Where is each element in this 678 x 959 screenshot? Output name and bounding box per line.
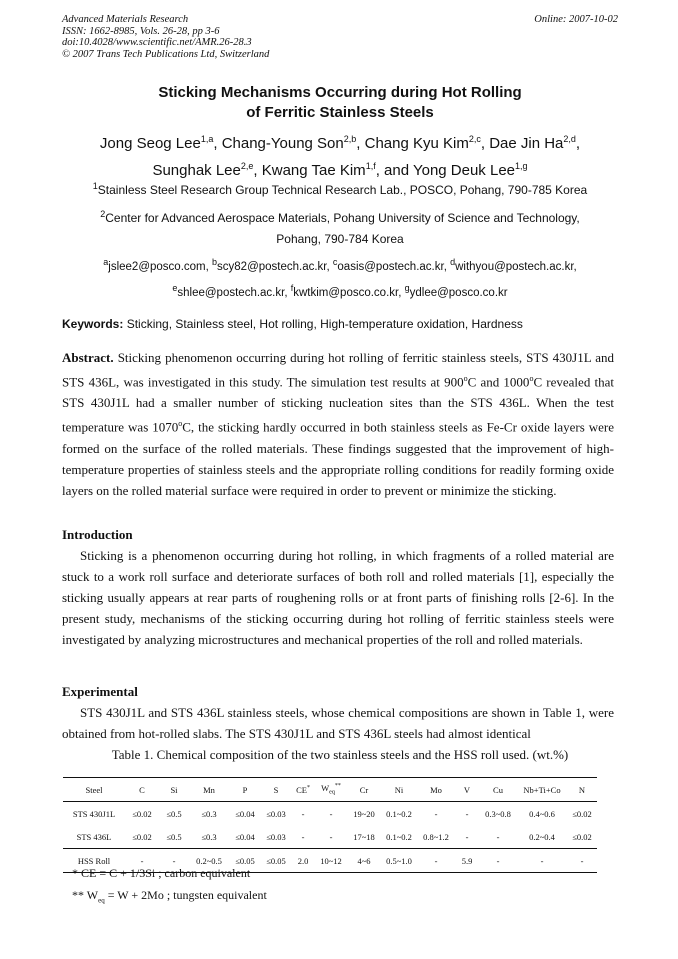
affiliation-sup: 1 — [92, 181, 98, 191]
degree-sup: o — [529, 374, 534, 383]
author-sup: 2,e — [240, 161, 254, 171]
abstract-text: C revealed that STS 430J1L had a smaller number of sticking nucleation sites than the STS 436L. When the test temperature was 1070 — [62, 374, 614, 435]
affiliation-text: Center for Advanced Aerospace Materials, Pohang University of Science and Technology, — [105, 211, 580, 225]
author-separator: , — [253, 162, 262, 179]
author-separator: , — [213, 135, 222, 152]
header-cell: Steel — [85, 784, 103, 795]
email-sup: g — [404, 282, 410, 293]
table-cell: - — [434, 855, 438, 866]
email-address[interactable]: shlee@postech.ac.kr — [177, 286, 285, 299]
table-cell: - — [465, 808, 469, 819]
author-name: Chang Kyu Kim — [364, 135, 469, 152]
table-cell: ≤0.3 — [201, 808, 217, 819]
author-sup: 1,a — [200, 134, 214, 144]
online-date: Online: 2007-10-02 — [534, 14, 618, 25]
header-cell: Cr — [359, 784, 369, 795]
table-cell: ≤0.03 — [266, 831, 286, 842]
table-cell: 17~18 — [353, 831, 375, 842]
abstract-label: Abstract. — [62, 350, 114, 365]
email-list — [62, 252, 618, 304]
table-cell: ≤0.5 — [166, 808, 182, 819]
table-cell: 0.2~0.5 — [196, 855, 222, 866]
table-cell: 0.3~0.8 — [485, 808, 511, 819]
degree-sup: o — [178, 419, 183, 429]
table-cell: ≤0.04 — [235, 831, 255, 842]
email-sup: f — [290, 282, 294, 293]
table-cell: ≤0.03 — [266, 808, 286, 819]
table-cell: 4~6 — [357, 855, 371, 866]
table-cell: 0.1~0.2 — [386, 808, 412, 819]
table-cell: - — [496, 855, 500, 866]
table-cell: ≤0.05 — [235, 855, 255, 866]
table-cell: - — [434, 808, 438, 819]
affiliation-line: Pohang, 790-784 Korea — [276, 232, 404, 246]
doi: doi:10.4028/www.scientific.net/AMR.26-28.3 — [62, 37, 252, 48]
table-cell: 0.2~0.4 — [529, 831, 555, 842]
header-cell — [291, 778, 315, 802]
affiliation-sup: 2 — [100, 209, 106, 219]
header-cell: Mo — [430, 784, 442, 795]
header-cell: N — [578, 784, 586, 795]
affiliation-2 — [62, 204, 618, 250]
email-sup: c — [332, 257, 338, 267]
author-separator: , — [356, 135, 365, 152]
degree-sup: o — [463, 374, 468, 383]
author-name: Yong Deuk Lee — [412, 162, 516, 179]
abstract — [62, 347, 614, 501]
note-sub: eq — [98, 896, 105, 905]
table-cell: - — [580, 855, 584, 866]
table-note-2 — [72, 888, 267, 904]
abstract-text: C, the sticking hardly occurred in both stainless steels as Fe-Cr oxide layers were formed on the surface of the rolled materials. These findings suggested that the improvement of high-temperature properties of stainless steels and the appropriate rolling conditions for readily forming oxide layers on the rolled material surface were required in order to prevent or minimize the sticking. — [62, 419, 614, 498]
header-sup: * — [306, 784, 310, 791]
header-cell: Nb+Ti+Co — [523, 784, 561, 795]
keywords-text: Sticking, Stainless steel, Hot rolling, High-temperature oxidation, Hardness — [126, 317, 523, 331]
table-cell: - — [465, 831, 469, 842]
journal-header — [62, 14, 618, 60]
author-separator: , and — [375, 162, 413, 179]
email-address[interactable]: kwtkim@posco.co.kr — [293, 286, 399, 299]
table-cell: ≤0.02 — [572, 831, 592, 842]
table-row — [63, 825, 597, 849]
introduction-text: Sticking is a phenomenon occurring during hot rolling, in which fragments of a rolled material are stuck to a work roll surface and deteriorate surfaces of both roll and rolled materials [1], especially the sticking usually appears at rear parts of roughening rolls or at front parts of finishing rolls [2-6]. In the present study, mechanisms of the sticking occurring during hot rolling of ferritic stainless steels were investigated by analyzing microstructures and mechanical properties of the roll and rolled materials. — [62, 548, 614, 647]
table-cell: - — [301, 808, 305, 819]
table-cell: 0.5~1.0 — [386, 855, 412, 866]
table-cell: ≤0.02 — [572, 808, 592, 819]
table-cell: STS 430J1L — [72, 808, 116, 819]
table-cell: STS 436L — [76, 831, 112, 842]
issn: ISSN: 1662-8985, Vols. 26-28, pp 3-6 — [62, 25, 220, 37]
header-cell — [315, 778, 347, 802]
author-sup: 2,c — [468, 134, 481, 144]
note-text: = W + 2Mo ; tungsten equivalent — [104, 888, 267, 902]
email-address[interactable]: oasis@postech.ac.kr — [337, 260, 444, 273]
author-name: Kwang Tae Kim — [261, 162, 366, 179]
author-name: Jong Seog Lee — [99, 135, 201, 152]
header-cell: Cu — [493, 784, 503, 795]
composition-table — [63, 777, 597, 873]
header-sub: eq — [329, 789, 335, 796]
copyright: © 2007 Trans Tech Publications Ltd, Switzerland — [62, 48, 270, 60]
table-cell: ≤0.02 — [132, 808, 152, 819]
table-caption: Table 1. Chemical composition of the two stainless steels and the HSS roll used. (wt.%) — [111, 747, 569, 762]
table-cell: ≤0.05 — [266, 855, 286, 866]
table-cell: 10~12 — [320, 855, 342, 866]
table-cell: 2.0 — [297, 855, 309, 866]
table-cell: - — [329, 808, 333, 819]
header-cell: P — [242, 784, 248, 795]
affiliation-1 — [62, 176, 618, 201]
abstract-text: C and 1000 — [467, 374, 530, 390]
email-sup: b — [212, 257, 218, 267]
author-sup: 1,f — [365, 161, 376, 171]
table-cell: - — [329, 831, 333, 842]
table-note-1: * CE = C + 1/3Si ; carbon equivalent — [72, 866, 251, 880]
header-cell: Si — [170, 784, 178, 795]
keywords — [62, 315, 618, 333]
header-cell: S — [273, 784, 279, 795]
paper-title — [62, 83, 618, 123]
table-cell: 0.4~0.6 — [529, 808, 555, 819]
keywords-label: Keywords: — [62, 317, 124, 331]
table-cell: 5.9 — [461, 855, 473, 866]
title-line-2: of Ferritic Stainless Steels — [246, 104, 434, 121]
table-cell: - — [496, 831, 500, 842]
author-name: Dae Jin Ha — [489, 135, 564, 152]
table-cell: 19~20 — [353, 808, 375, 819]
journal-name: Advanced Materials Research — [62, 14, 189, 25]
author-sup: 1,g — [515, 161, 528, 171]
experimental-heading: Experimental — [62, 684, 138, 699]
author-name: Sunghak Lee — [152, 162, 241, 179]
introduction-heading: Introduction — [62, 527, 133, 542]
email-sup: e — [172, 282, 178, 293]
email-sup: a — [103, 257, 109, 267]
title-line-1: Sticking Mechanisms Occurring during Hot Rolling — [158, 84, 522, 101]
header-cell: V — [463, 784, 471, 795]
header-text: W — [321, 783, 330, 794]
table-cell: - — [540, 855, 544, 866]
affiliation-line — [62, 204, 618, 229]
email-line-2: $^e$shlee@postech.ac.kr, $^f$kwtkim@posco.co.kr, $^g$ydlee@posco.co.kr — [172, 282, 508, 299]
experimental-text: STS 430J1L and STS 436L stainless steels, whose chemical compositions are shown in Table 1, were obtained from hot-rolled slabs. The STS 430J1L and STS 436L steels had almost identical — [62, 705, 614, 741]
table-cell: ≤0.5 — [166, 831, 182, 842]
author-name: Chang-Young Son — [221, 135, 344, 152]
table-cell: - — [140, 855, 144, 866]
table-cell: 0.1~0.2 — [386, 831, 412, 842]
email-sup: d — [450, 257, 456, 267]
email-address[interactable]: withyou@postech.ac.kr — [455, 260, 574, 273]
author-line-1 — [62, 128, 618, 155]
author-sup: 2,d — [563, 134, 576, 144]
email-address[interactable]: jslee2@posco.com — [108, 260, 206, 273]
header-cell: Mn — [203, 784, 215, 795]
note-text: ** W — [72, 888, 99, 902]
table-cell: - — [301, 831, 305, 842]
table-row — [63, 802, 597, 826]
author-sup: 2,b — [343, 134, 357, 144]
author-list — [62, 128, 618, 182]
header-sup: ** — [334, 783, 341, 790]
header-text: CE — [296, 784, 307, 795]
table-cell: HSS Roll — [77, 855, 111, 866]
abstract-text: Sticking phenomenon occurring during hot rolling of ferritic stainless steels, STS 430J1L and STS 436L, was investigated in this study. The simulation test results at 900 — [62, 350, 614, 390]
table-cell: - — [172, 855, 176, 866]
table-cell: ≤0.02 — [132, 831, 152, 842]
affiliation-text: Stainless Steel Research Group Technical Research Lab., POSCO, Pohang, 790-785 Korea — [97, 183, 588, 197]
table-cell: ≤0.04 — [235, 808, 255, 819]
email-line-1: $^a$jslee2@posco.com, $^b$scy82@postech.ac.kr, $^c$oasis@postech.ac.kr, $^d$withyou@postech.ac.kr, — [103, 257, 577, 273]
header-cell: C — [139, 784, 145, 795]
table-cell: ≤0.3 — [201, 831, 217, 842]
header-cell: Ni — [394, 784, 404, 795]
table-header-row — [63, 778, 597, 802]
author-separator: , — [575, 135, 581, 152]
author-separator: , — [480, 135, 490, 152]
table-cell: 0.8~1.2 — [423, 831, 449, 842]
email-address[interactable]: scy82@postech.ac.kr — [217, 260, 327, 273]
email-address[interactable]: ydlee@posco.co.kr — [409, 286, 508, 299]
